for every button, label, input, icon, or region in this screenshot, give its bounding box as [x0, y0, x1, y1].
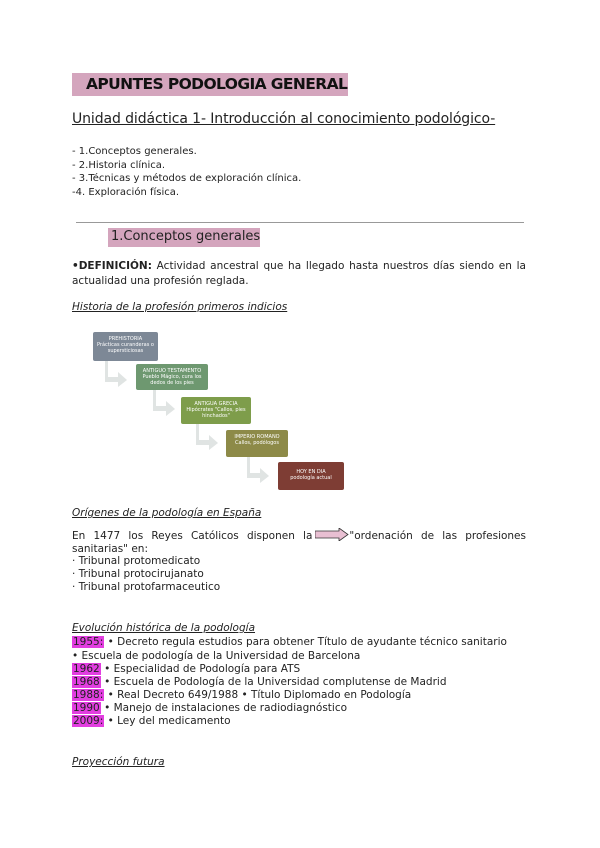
- timeline-box-antiguo-testamento: [136, 364, 208, 390]
- evolution-entry: [72, 702, 347, 714]
- evolution-text: • Escuela de podología de la Universidad de Barcelona: [72, 650, 361, 662]
- page-title-text: APUNTES PODOLOGIA GENERAL: [86, 75, 348, 93]
- evolution-entry: [72, 663, 300, 675]
- timeline-box-title: ANTIGUA GRECIA: [194, 401, 238, 407]
- timeline-box-title: HOY EN DIA: [296, 469, 326, 475]
- year-badge: 1988:: [73, 689, 104, 701]
- toc-item: - 3.Técnicas y métodos de exploración clínica.: [72, 173, 302, 184]
- year-badge: 1955:: [73, 636, 104, 648]
- evolution-entry: [72, 715, 231, 727]
- section-heading-text: 1.Conceptos generales: [111, 229, 261, 244]
- unit-heading: Unidad didáctica 1- Introducción al conocimiento podológico-: [72, 111, 496, 127]
- evolution-text: • Manejo de instalaciones de radiodiagnóstico: [100, 702, 348, 714]
- origins-intro-after: "ordenación de las profesiones sanitarias" en:: [72, 530, 526, 555]
- year-badge: 1990: [73, 702, 100, 714]
- origins-heading: Orígenes de la podología en España: [72, 507, 262, 519]
- timeline-box-desc: podología actual: [290, 475, 332, 481]
- evolution-text: • Especialidad de Podología para ATS: [100, 663, 301, 675]
- timeline-box-prehistoria: [93, 332, 158, 361]
- definition-paragraph: [72, 259, 526, 289]
- history-heading: Historia de la profesión primeros indicios: [72, 301, 288, 313]
- arrow-icon: [153, 390, 177, 416]
- arrow-icon: [105, 361, 129, 387]
- future-heading: Proyección futura: [72, 756, 165, 768]
- timeline-box-imperio-romano: [226, 430, 288, 457]
- divider: [76, 222, 524, 223]
- arrow-icon: [196, 424, 220, 450]
- definition-text: Actividad ancestral que ha llegado hasta nuestros días siendo en la actualidad una profesión reglada.: [72, 260, 526, 287]
- year-badge: 2009:: [73, 715, 104, 727]
- origins-intro-before: En 1477 los Reyes Católicos disponen la: [72, 530, 313, 542]
- timeline-box-desc: Prácticas curanderas o supersticiosas: [97, 342, 154, 354]
- timeline-box-title: PREHISTORIA: [108, 336, 143, 342]
- arrow-icon: [247, 457, 271, 483]
- timeline-box-desc: Pueblo Mágico, cura los dedos de los pies: [142, 374, 202, 386]
- section-heading: [108, 228, 260, 247]
- evolution-entry: [72, 676, 447, 688]
- origins-item: · Tribunal protomedicato: [72, 555, 201, 567]
- year-badge: 1968: [73, 676, 100, 688]
- page-title: [72, 73, 348, 96]
- timeline-box-title: ANTIGUO TESTAMENTO: [142, 368, 202, 374]
- evolution-text: • Escuela de Podología de la Universidad complutense de Madrid: [100, 676, 447, 688]
- toc-item: -4. Exploración física.: [72, 187, 180, 198]
- evolution-entry: [72, 636, 507, 648]
- evolution-entry: [72, 650, 360, 662]
- evolution-heading: Evolución histórica de la podología: [72, 622, 256, 634]
- origins-paragraph: [72, 528, 526, 556]
- right-arrow-icon: [315, 528, 349, 541]
- timeline-box-antigua-grecia: [181, 397, 251, 424]
- evolution-text: • Decreto regula estudios para obtener Título de ayudante técnico sanitario: [104, 636, 507, 648]
- evolution-text: • Real Decreto 649/1988 • Título Diplomado en Podología: [104, 689, 412, 701]
- origins-item: · Tribunal protocirujanato: [72, 568, 204, 580]
- timeline-box-title: IMPERIO ROMANO: [234, 434, 280, 440]
- origins-item: · Tribunal protofarmaceutico: [72, 581, 221, 593]
- definition-label: •DEFINICIÓN:: [72, 260, 152, 272]
- timeline-box-desc: Callos, podólogos: [235, 440, 279, 446]
- timeline-box-desc: Hipócrates "Callos, pies hinchados": [186, 407, 246, 419]
- year-badge: 1962: [73, 663, 100, 675]
- toc-item: - 1.Conceptos generales.: [72, 146, 197, 157]
- timeline-box-hoy-en-dia: [278, 462, 344, 490]
- evolution-text: • Ley del medicamento: [104, 715, 231, 727]
- toc-item: - 2.Historia clínica.: [72, 160, 166, 171]
- evolution-entry: [72, 689, 411, 701]
